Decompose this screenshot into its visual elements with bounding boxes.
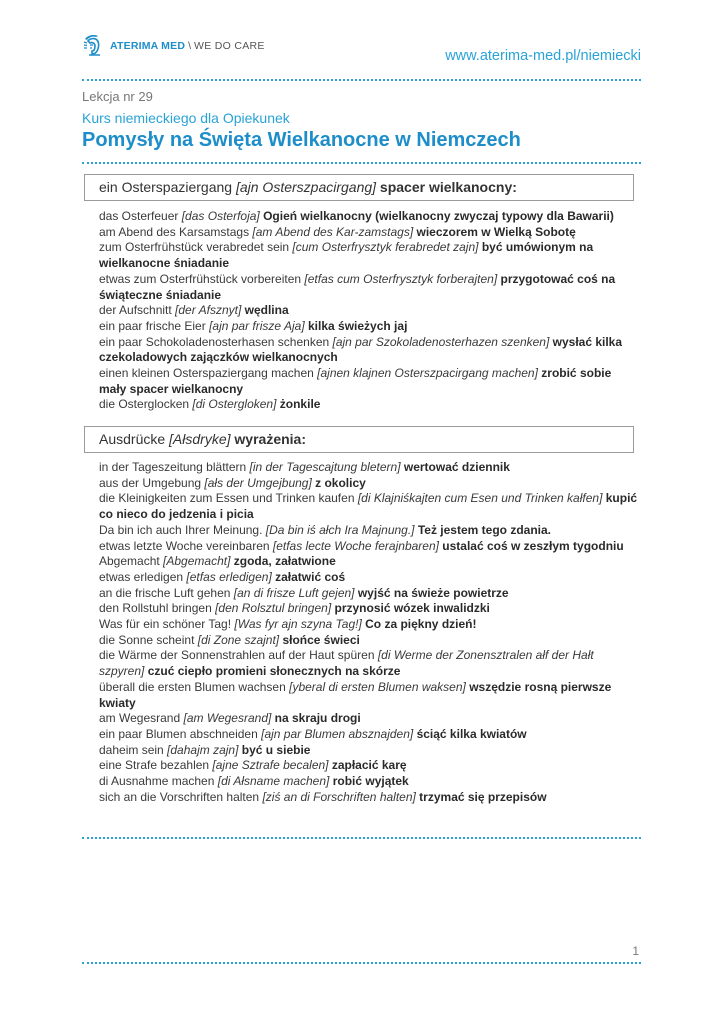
phonetic-transcription: [di Werme der Zonensztralen ałf der Hałt szpyren] xyxy=(99,648,594,679)
vocab-entry xyxy=(99,491,639,522)
polish-translation: Ogień wielkanocny (wielkanocny zwyczaj typowy dla Bawarii) xyxy=(259,209,614,223)
phonetic-transcription: [ziś an di Forschriften halten] xyxy=(262,789,416,804)
polish-translation: wysłać kilka czekoladowych zajączków wielkanocnych xyxy=(99,334,623,365)
german-phrase: ein paar Blumen abschneiden xyxy=(99,726,262,741)
phonetic-transcription: [das Osterfoja] xyxy=(181,209,260,223)
vocab-entry xyxy=(99,743,639,759)
polish-translation: zrobić sobie mały spacer wielkanocny xyxy=(99,366,612,396)
phonetic-transcription: [ajn par Blumen absznajden] xyxy=(261,726,414,741)
polish-translation: kupić co nieco do jedzenia i picia xyxy=(99,491,638,522)
german-phrase: am Abend des Karsamstags xyxy=(99,224,253,239)
german-phrase: das Osterfeuer xyxy=(99,209,182,223)
polish-translation: na skraju drogi xyxy=(271,711,361,726)
german-phrase: etwas zum Osterfrühstück vorbereiten xyxy=(99,271,305,286)
vocab-entry xyxy=(99,272,639,303)
german-phrase: die Kleinigkeiten zum Essen und Trinken kaufen xyxy=(99,491,358,506)
polish-translation: być u siebie xyxy=(238,742,311,757)
phonetic-transcription: [ajn par Szokoladenosterhazen szenken] xyxy=(332,334,550,349)
phonetic-transcription: [am Wegesrand] xyxy=(183,711,272,726)
vocab-entry xyxy=(99,570,639,586)
phonetic-transcription: [ałs der Umgejbung] xyxy=(204,475,312,490)
polish-translation: wyjść na świeże powietrze xyxy=(354,585,509,600)
vocab-entry xyxy=(99,523,639,539)
phonetic-transcription: [am Abend des Kar-zamstags] xyxy=(252,224,414,239)
german-phrase: ein paar Schokoladenosterhasen schenken xyxy=(99,334,333,349)
german-phrase: aus der Umgebung xyxy=(99,475,205,490)
german-phrase: die Sonne scheint xyxy=(99,632,198,647)
polish-translation: przynosić wózek inwalidzki xyxy=(331,601,490,616)
german-phrase: in der Tageszeitung blättern xyxy=(99,460,250,474)
expressions-list xyxy=(99,460,639,805)
phonetic-transcription: [den Rolsztul bringen] xyxy=(215,601,332,616)
vocab-entry xyxy=(99,397,639,413)
german-phrase: an die frische Luft gehen xyxy=(99,585,234,600)
german-phrase: einen kleinen Osterspaziergang machen xyxy=(99,366,318,381)
heading-phonetic: [ajn Osterszpacirgang] xyxy=(235,179,377,195)
german-phrase: Abgemacht xyxy=(99,554,164,569)
course-name: Kurs niemieckiego dla Opiekunek xyxy=(82,110,290,126)
polish-translation: Co za piękny dzień! xyxy=(361,617,477,632)
vocab-entry xyxy=(99,727,639,743)
vocab-entry xyxy=(99,225,639,241)
polish-translation: przygotować coś na świąteczne śniadanie xyxy=(99,271,616,302)
polish-translation: wędlina xyxy=(241,303,289,318)
phonetic-transcription: [etfas erledigen] xyxy=(186,569,272,584)
section-heading-ausdruecke xyxy=(84,426,634,453)
german-phrase: zum Osterfrühstück verabredet sein xyxy=(99,240,293,255)
vocab-entry xyxy=(99,774,639,790)
logo-face-icon xyxy=(82,33,108,59)
phonetic-transcription: [dahajm zajn] xyxy=(167,742,239,757)
polish-translation: Też jestem tego zdania. xyxy=(414,522,551,537)
phonetic-transcription: [di Klajniśkajten cum Esen und Trinken kałfen] xyxy=(357,491,603,506)
polish-translation: załatwić coś xyxy=(271,569,346,584)
polish-translation: czuć ciepło promieni słonecznych na skórze xyxy=(144,664,401,679)
heading-polish: wyrażenia: xyxy=(230,431,306,447)
vocab-entry xyxy=(99,680,639,711)
vocab-entry xyxy=(99,240,639,271)
polish-translation: ściąć kilka kwiatów xyxy=(413,726,527,741)
phonetic-transcription: [cum Osterfrysztyk ferabredet zajn] xyxy=(292,240,479,255)
site-url-link[interactable]: www.aterima-med.pl/niemiecki xyxy=(445,48,641,64)
vocab-entry xyxy=(99,460,639,476)
divider xyxy=(82,837,641,839)
polish-translation: z okolicy xyxy=(311,475,366,490)
phonetic-transcription: [Was fyr ajn szyna Tag!] xyxy=(234,617,362,632)
brand-slogan: WE DO CARE xyxy=(194,40,265,52)
phonetic-transcription: [in der Tagescajtung bletern] xyxy=(249,460,401,474)
german-phrase: die Osterglocken xyxy=(99,397,193,412)
german-phrase: am Wegesrand xyxy=(99,711,184,726)
brand-logo xyxy=(82,33,265,59)
german-phrase: etwas letzte Woche vereinbaren xyxy=(99,538,273,553)
vocab-entry xyxy=(99,554,639,570)
polish-translation: wieczorem w Wielką Sobotę xyxy=(413,224,576,239)
polish-translation: trzymać się przepisów xyxy=(415,789,547,804)
phonetic-transcription: [ajn par frisze Aja] xyxy=(209,318,305,333)
german-phrase: daheim sein xyxy=(99,742,168,757)
vocab-entry xyxy=(99,617,639,633)
german-phrase: sich an die Vorschriften halten xyxy=(99,789,263,804)
phonetic-transcription: [der Afsznyt] xyxy=(175,303,242,318)
polish-translation: ustalać coś w zeszłym tygodniu xyxy=(438,538,624,553)
vocab-entry xyxy=(99,711,639,727)
section-heading-osterspaziergang xyxy=(84,174,634,201)
vocab-entry xyxy=(99,758,639,774)
heading-phonetic: [Ałsdryke] xyxy=(169,431,231,447)
vocab-entry xyxy=(99,633,639,649)
lesson-number: Lekcja nr 29 xyxy=(82,89,153,104)
vocab-entry xyxy=(99,476,639,492)
vocab-entry xyxy=(99,209,639,225)
german-phrase: der Aufschnitt xyxy=(99,303,176,318)
page-number: 1 xyxy=(632,944,639,958)
phonetic-transcription: [Da bin iś ałch Ira Majnung.] xyxy=(265,522,415,537)
vocab-entry xyxy=(99,648,639,679)
phonetic-transcription: [etfas cum Osterfrysztyk forberajten] xyxy=(304,271,498,286)
german-phrase: ein paar frische Eier xyxy=(99,318,210,333)
vocab-entry xyxy=(99,319,639,335)
polish-translation: wszędzie rosną pierwsze kwiaty xyxy=(99,679,612,710)
divider xyxy=(82,79,641,81)
phonetic-transcription: [yberal di ersten Blumen waksen] xyxy=(289,679,466,694)
german-phrase: überall die ersten Blumen wachsen xyxy=(99,679,290,694)
heading-german: Ausdrücke xyxy=(99,431,170,447)
german-phrase: eine Strafe bezahlen xyxy=(99,758,213,773)
brand-separator: \ xyxy=(188,40,192,52)
polish-translation: żonkile xyxy=(276,397,321,412)
vocab-entry xyxy=(99,366,639,397)
vocab-entry xyxy=(99,539,639,555)
polish-translation: być umówionym na wielkanocne śniadanie xyxy=(99,240,594,271)
vocab-list xyxy=(99,209,639,413)
phonetic-transcription: [an di frisze Luft gejen] xyxy=(233,585,355,600)
german-phrase: Da bin ich auch Ihrer Meinung. xyxy=(99,522,266,537)
divider xyxy=(82,162,641,164)
polish-translation: wertować dziennik xyxy=(400,460,510,474)
phonetic-transcription: [di Zone szajnt] xyxy=(197,632,280,647)
polish-translation: kilka świeżych jaj xyxy=(304,318,408,333)
german-phrase: die Wärme der Sonnenstrahlen auf der Haut spüren xyxy=(99,648,378,663)
heading-polish: spacer wielkanocny: xyxy=(376,179,517,195)
german-phrase: Was für ein schöner Tag! xyxy=(99,617,235,632)
vocab-entry xyxy=(99,790,639,806)
page-title: Pomysły na Święta Wielkanocne w Niemczech xyxy=(82,129,521,151)
phonetic-transcription: [di Ałsname machen] xyxy=(217,774,330,789)
german-phrase: di Ausnahme machen xyxy=(99,774,218,789)
polish-translation: zgoda, załatwione xyxy=(230,554,336,569)
phonetic-transcription: [ajne Sztrafe becalen] xyxy=(212,758,329,773)
vocab-entry xyxy=(99,586,639,602)
polish-translation: zapłacić karę xyxy=(328,758,407,773)
phonetic-transcription: [ajnen klajnen Osterszpacirgang machen] xyxy=(317,366,538,381)
polish-translation: robić wyjątek xyxy=(329,774,409,789)
brand-name: ATERIMA MED xyxy=(110,40,186,52)
polish-translation: słońce świeci xyxy=(279,632,360,647)
vocab-entry xyxy=(99,303,639,319)
phonetic-transcription: [etfas lecte Woche ferajnbaren] xyxy=(272,538,439,553)
german-phrase: den Rollstuhl bringen xyxy=(99,601,216,616)
vocab-entry xyxy=(99,335,639,366)
german-phrase: etwas erledigen xyxy=(99,569,187,584)
heading-german: ein Osterspaziergang xyxy=(99,179,236,195)
phonetic-transcription: [di Ostergloken] xyxy=(192,397,277,412)
vocab-entry xyxy=(99,601,639,617)
divider xyxy=(82,962,641,964)
phonetic-transcription: [Abgemacht] xyxy=(163,554,231,569)
